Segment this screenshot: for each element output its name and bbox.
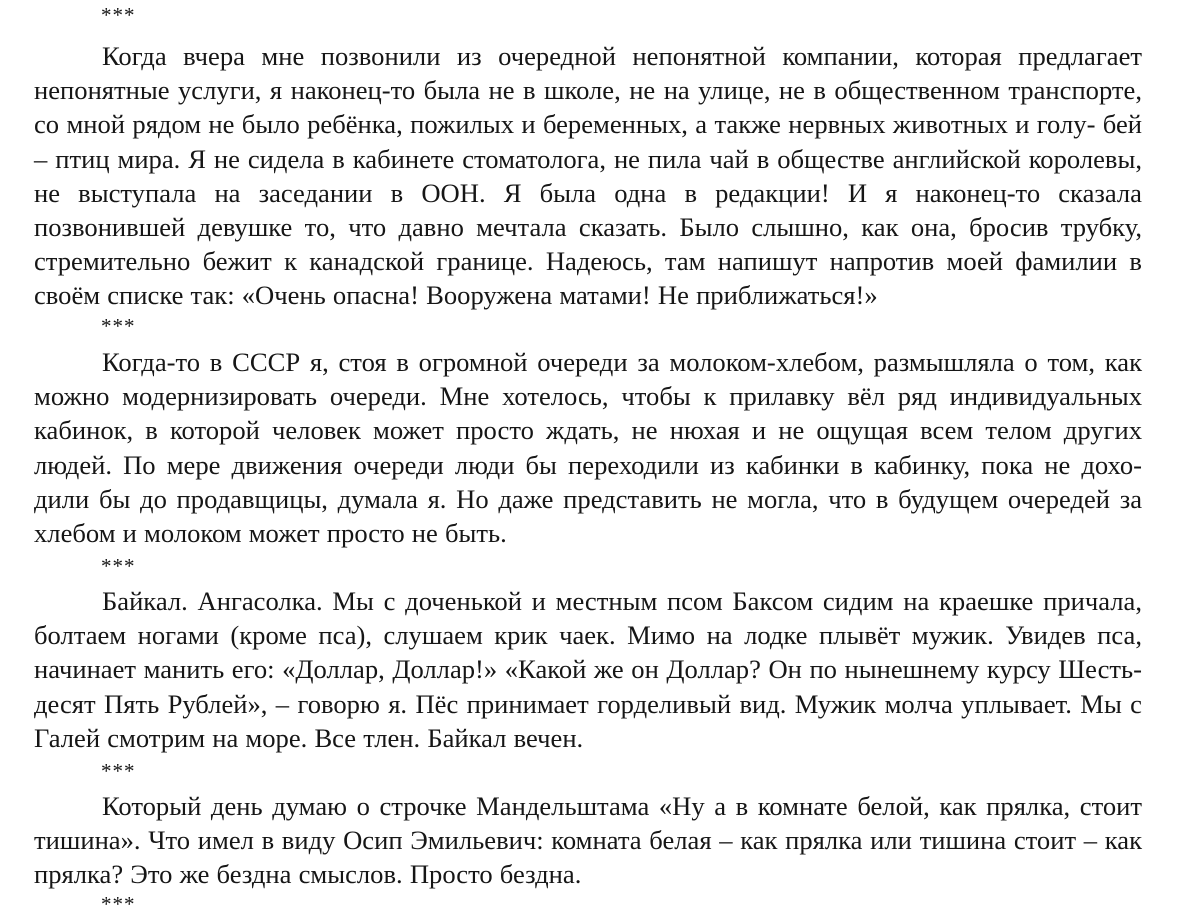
paragraph-block (34, 584, 1142, 755)
section-separator: *** (101, 314, 136, 338)
section-separator: *** (101, 759, 136, 783)
section-separator: *** (101, 3, 136, 27)
paragraph-ussr-queue: Когда-то в СССР я, стоя в огромной очереди за молоком-хлебом, размышляла о том, как можно модернизировать очереди. Мне хотелось, чтобы к прилавку вёл ряд индивидуальных кабинок, в которой человек может просто ждать, не нюхая и не ощущая всем телом других людей. По мере движения очереди люди бы переходили из кабинки в кабинку, пока не дохо- дили бы до продавщицы, думала я. Но даже представить не могла, что в будущем очередей за хлебом и молоком может просто не быть. (34, 347, 1142, 549)
paragraph-baikal: Байкал. Ангасолка. Мы с доченькой и местным псом Баксом сидим на краешке причала, болтаем ногами (кроме пса), слушаем крик чаек. Мимо на лодке плывёт мужик. Увидев пса, начинает манить его: «Доллар, Доллар!» «Какой же он Доллар? Он по нынешнему курсу Шесть- десят Пять Рублей», – говорю я. Пёс принимает горделивый вид. Мужик молча уплывает. Мы с Галей смотрим на море. Все тлен. Байкал вечен. (34, 586, 1142, 753)
paragraph-phone-call: Когда вчера мне позвонили из очередной непонятной компании, которая предлагает непонятные услуги, я наконец-то была не в школе, не на улице, не в общественном транспорте, со мной рядом не было ребёнка, пожилых и беременных, а также нервных животных и голу- бей – птиц мира. Я не сидела в кабинете стоматолога, не пила чай в обществе английской королевы, не выступала на заседании в ООН. Я была одна в редакции! И я наконец-то сказала позвонившей девушке то, что давно мечтала сказать. Было слышно, как она, бросив трубку, стремительно бежит к канадской границе. Надеюсь, там напишут напротив моей фамилии в своём списке так: «Очень опасна! Вооружена матами! Не приближаться!» (34, 41, 1142, 311)
paragraph-mandelstam: Который день думаю о строчке Мандельштама «Ну а в комнате белой, как прялка, стоит тишина». Что имел в виду Осип Эмильевич: комната белая – как прялка или тишина стоит – как прялка? Это же бездна смыслов. Просто бездна. (34, 791, 1142, 890)
paragraph-block (34, 39, 1142, 313)
section-separator: *** (101, 554, 136, 578)
paragraph-block (34, 345, 1142, 550)
section-separator: *** (101, 892, 136, 916)
paragraph-block (34, 789, 1142, 892)
